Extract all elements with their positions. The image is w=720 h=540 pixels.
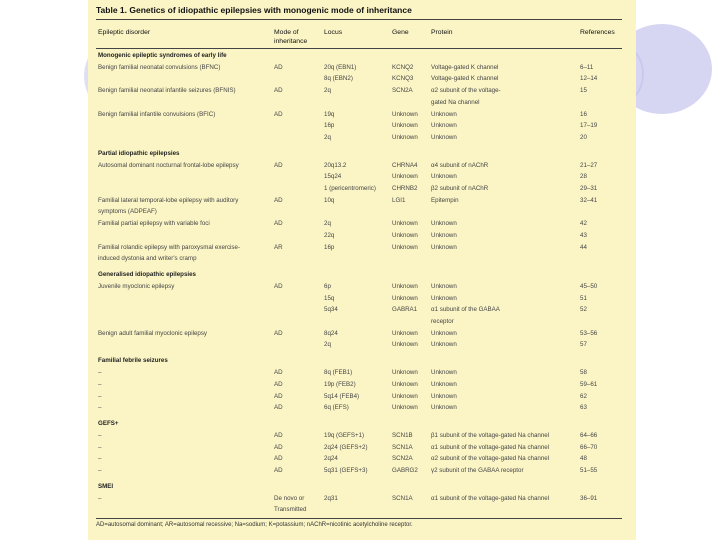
header-gene: Gene [392, 29, 409, 36]
cell-protein: Unknown [431, 110, 457, 118]
header-locus: Locus [324, 29, 343, 36]
cell-references: 62 [580, 392, 587, 400]
cell-mode: AD [274, 110, 283, 118]
cell-protein: Unknown [431, 133, 457, 141]
cell-gene: Unknown [392, 392, 418, 400]
cell-disorder: Familial rolandic epilepsy with paroxysmal exercise- [98, 243, 241, 251]
cell-references: 66–70 [580, 443, 598, 451]
cell-protein: Unknown [431, 282, 457, 290]
cell-references: 51 [580, 294, 587, 302]
cell-locus: 16p [324, 122, 335, 130]
table-row [96, 318, 622, 328]
cell-disorder: – [98, 431, 102, 439]
cell-mode: AD [274, 220, 283, 228]
section-heading: Partial idiopathic epilepsies [98, 149, 180, 157]
cell-gene: Unknown [392, 282, 418, 290]
table-row [96, 506, 622, 516]
table-body [96, 0, 622, 540]
cell-locus: 20q13.2 [324, 161, 347, 169]
cell-gene: Unknown [392, 231, 418, 239]
cell-gene: SCN2A [392, 455, 413, 463]
section-heading-row [96, 52, 622, 62]
cell-mode: AD [274, 369, 283, 377]
cell-locus: 5q14 (FEB4) [324, 392, 360, 400]
cell-gene: Unknown [392, 404, 418, 412]
cell-locus: 6q (EFS) [324, 404, 349, 412]
cell-gene: KCNQ3 [392, 75, 414, 83]
cell-locus: 19p (FEB2) [324, 380, 356, 388]
cell-references: 16 [580, 110, 587, 118]
table-row [96, 295, 622, 305]
cell-mode: AD [274, 380, 283, 388]
table-row [96, 341, 622, 351]
cell-gene: Unknown [392, 122, 418, 130]
table-row [96, 75, 622, 85]
table-row [96, 467, 622, 477]
cell-disorder: – [98, 494, 102, 502]
section-heading: Monogenic epileptic syndromes of early life [98, 52, 227, 59]
cell-gene: Unknown [392, 133, 418, 141]
cell-protein: α2 subunit of the voltage-gated Na channel [431, 455, 550, 463]
cell-locus: 6p [324, 282, 331, 290]
cell-references: 15 [580, 87, 587, 95]
cell-mode: De novo or [274, 494, 305, 502]
cell-protein: α1 subunit of the voltage-gated Na channel [431, 494, 550, 502]
cell-disorder: induced dystonia and writer's cramp [98, 255, 197, 263]
cell-locus: 15q24 [324, 173, 342, 181]
cell-references: 17–19 [580, 122, 598, 130]
cell-mode: AD [274, 455, 283, 463]
cell-references: 44 [580, 243, 587, 251]
cell-disorder: symptoms (ADPEAF) [98, 208, 157, 216]
cell-mode: AD [274, 404, 283, 412]
cell-disorder: – [98, 443, 102, 451]
bottom-rule [96, 518, 622, 519]
cell-disorder: Benign adult familial myoclonic epilepsy [98, 329, 208, 337]
section-heading-row [96, 357, 622, 367]
cell-locus: 20q (EBN1) [324, 63, 357, 71]
cell-references: 59–61 [580, 380, 598, 388]
section-heading-row [96, 271, 622, 281]
cell-locus: 2q31 [324, 494, 338, 502]
section-heading: SMEI [98, 483, 114, 490]
table-row [96, 134, 622, 144]
section-heading-row [96, 420, 622, 430]
header-protein: Protein [431, 29, 453, 36]
cell-protein: Unknown [431, 404, 457, 412]
table-row [96, 255, 622, 265]
header-disorder: Epileptic disorder [98, 29, 151, 36]
table-row [96, 244, 622, 254]
cell-protein: Unknown [431, 341, 457, 349]
cell-protein: Unknown [431, 173, 457, 181]
table-row [96, 369, 622, 379]
cell-protein: gated Na channel [431, 98, 480, 106]
cell-protein: β1 subunit of the voltage-gated Na channel [431, 431, 550, 439]
cell-disorder: Benign familial neonatal infantile seizures (BFNIS) [98, 87, 236, 95]
table-row [96, 381, 622, 391]
table-row [96, 495, 622, 505]
cell-locus: 22q [324, 231, 335, 239]
cell-mode: AD [274, 329, 283, 337]
cell-gene: Unknown [392, 220, 418, 228]
cell-gene: Unknown [392, 341, 418, 349]
cell-references: 6–11 [580, 63, 594, 71]
cell-protein: Unknown [431, 329, 457, 337]
cell-disorder: – [98, 404, 102, 412]
cell-locus: 2q [324, 220, 331, 228]
cell-disorder: – [98, 392, 102, 400]
cell-references: 29–31 [580, 185, 598, 192]
cell-gene: GABRG2 [392, 467, 418, 474]
cell-locus: 2q24 (GEFS+2) [324, 443, 368, 451]
cell-disorder: Benign familial neonatal convulsions (BFNC) [98, 63, 221, 71]
cell-mode: AD [274, 161, 283, 169]
cell-disorder: – [98, 467, 102, 474]
genetics-table [96, 0, 626, 540]
cell-gene: SCN1A [392, 494, 413, 502]
cell-references: 28 [580, 173, 587, 181]
cell-protein: Unknown [431, 243, 457, 251]
cell-locus: 19q (GEFS+1) [324, 431, 365, 439]
cell-references: 53–56 [580, 329, 598, 337]
table-row [96, 162, 622, 172]
cell-locus: 5q31 (GEFS+3) [324, 467, 368, 474]
cell-protein: Unknown [431, 220, 457, 228]
table-row [96, 455, 622, 465]
cell-locus: 16p [324, 243, 335, 251]
cell-protein: Unknown [431, 294, 457, 302]
cell-references: 21–27 [580, 161, 598, 169]
cell-mode: AD [274, 392, 283, 400]
table-footnote: AD=autosomal dominant; AR=autosomal recessive; Na=sodium; K=potassium; nAChR=nicotinic acetylcholine receptor. [96, 522, 413, 528]
section-heading: Generalised idiopathic epilepsies [98, 271, 197, 279]
cell-references: 63 [580, 404, 587, 412]
cell-protein: Unknown [431, 380, 457, 388]
cell-mode: AD [274, 87, 283, 95]
cell-protein: β2 subunit of nAChR [431, 185, 489, 192]
cell-locus: 2q [324, 87, 331, 95]
table-row [96, 444, 622, 454]
cell-gene: LGI1 [392, 196, 406, 204]
cell-locus: 10q [324, 196, 335, 204]
cell-gene: GABRA1 [392, 306, 418, 314]
cell-mode: AD [274, 443, 283, 451]
header-references: References [580, 29, 615, 36]
cell-references: 48 [580, 455, 587, 463]
cell-locus: 2q24 [324, 455, 338, 463]
table-row [96, 283, 622, 293]
cell-locus: 1 (pericentromeric) [324, 185, 376, 192]
cell-gene: SCN1A [392, 443, 413, 451]
table-title: Table 1. Genetics of idiopathic epilepsies with monogenic mode of inheritance [96, 5, 412, 15]
cell-disorder: Autosomal dominant nocturnal frontal-lobe epilepsy [98, 161, 239, 169]
cell-mode: AD [274, 282, 283, 290]
cell-disorder: Benign familial infantile convulsions (BFIC) [98, 110, 216, 118]
section-heading: Familial febrile seizures [98, 357, 168, 365]
cell-mode: AD [274, 467, 283, 474]
cell-protein: γ2 subunit of the GABAA receptor [431, 467, 524, 474]
cell-references: 58 [580, 369, 587, 377]
cell-mode: AD [274, 196, 283, 204]
cell-disorder: Familial partial epilepsy with variable foci [98, 220, 210, 228]
table-row [96, 404, 622, 414]
cell-references: 64–66 [580, 431, 598, 439]
cell-gene: CHRNA4 [392, 161, 418, 169]
cell-references: 43 [580, 231, 587, 239]
cell-gene: Unknown [392, 243, 418, 251]
table-row [96, 197, 622, 207]
cell-locus: 19q [324, 110, 335, 118]
cell-locus: 8q (EBN2) [324, 75, 353, 83]
cell-disorder: – [98, 455, 102, 463]
cell-references: 57 [580, 341, 587, 349]
table-row [96, 173, 622, 183]
table-row [96, 87, 622, 97]
cell-gene: SCN1B [392, 431, 413, 439]
cell-protein: Unknown [431, 122, 457, 130]
section-heading: GEFS+ [98, 420, 119, 428]
cell-references: 32–41 [580, 196, 598, 204]
cell-mode: Transmitted [274, 506, 307, 514]
table-row [96, 185, 622, 195]
cell-mode: AD [274, 63, 283, 71]
cell-disorder: Familial lateral temporal-lobe epilepsy with auditory [98, 196, 239, 204]
cell-protein: α2 subunit of the voltage- [431, 87, 501, 95]
cell-gene: CHRNB2 [392, 185, 418, 192]
cell-references: 52 [580, 306, 587, 314]
table-row [96, 393, 622, 403]
table-row [96, 111, 622, 121]
cell-protein: Voltage-gated K channel [431, 75, 499, 83]
table-row [96, 99, 622, 109]
cell-references: 42 [580, 220, 587, 228]
cell-disorder: – [98, 369, 102, 377]
table-row [96, 122, 622, 132]
table-row [96, 432, 622, 442]
cell-locus: 2q [324, 341, 331, 349]
cell-protein: Unknown [431, 392, 457, 400]
cell-references: 51–55 [580, 467, 598, 474]
cell-references: 12–14 [580, 75, 598, 83]
cell-locus: 8q (FEB1) [324, 369, 353, 377]
cell-references: 45–50 [580, 282, 598, 290]
cell-protein: α1 subunit of the voltage-gated Na channel [431, 443, 550, 451]
cell-gene: SCN2A [392, 87, 413, 95]
section-heading-row [96, 483, 622, 493]
header-mode-line1: Mode of [274, 29, 299, 36]
cell-protein: Unknown [431, 369, 457, 377]
header-mode-line2: inheritance [274, 37, 308, 45]
cell-gene: Unknown [392, 369, 418, 377]
table-row [96, 220, 622, 230]
cell-gene: Unknown [392, 380, 418, 388]
cell-references: 20 [580, 133, 587, 141]
cell-disorder: – [98, 380, 102, 388]
cell-gene: Unknown [392, 329, 418, 337]
table-row [96, 306, 622, 316]
cell-protein: α4 subunit of nAChR [431, 161, 489, 169]
cell-locus: 5q34 [324, 306, 338, 314]
cell-protein: Voltage-gated K channel [431, 63, 499, 71]
cell-protein: receptor [431, 318, 454, 325]
table-row [96, 64, 622, 74]
cell-references: 36–91 [580, 494, 598, 502]
cell-gene: Unknown [392, 110, 418, 118]
cell-gene: Unknown [392, 294, 418, 302]
section-heading-row [96, 150, 622, 160]
cell-protein: α1 subunit of the GABAA [431, 306, 500, 314]
table-row [96, 330, 622, 340]
cell-disorder: Juvenile myoclonic epilepsy [98, 282, 175, 290]
cell-mode: AD [274, 431, 283, 439]
cell-mode: AR [274, 243, 283, 251]
table-row [96, 208, 622, 218]
cell-locus: 8q24 [324, 329, 338, 337]
cell-locus: 2q [324, 133, 331, 141]
cell-protein: Epitempin [431, 196, 459, 204]
cell-gene: Unknown [392, 173, 418, 181]
cell-gene: KCNQ2 [392, 63, 414, 71]
cell-locus: 15q [324, 294, 335, 302]
cell-protein: Unknown [431, 231, 457, 239]
table-row [96, 232, 622, 242]
